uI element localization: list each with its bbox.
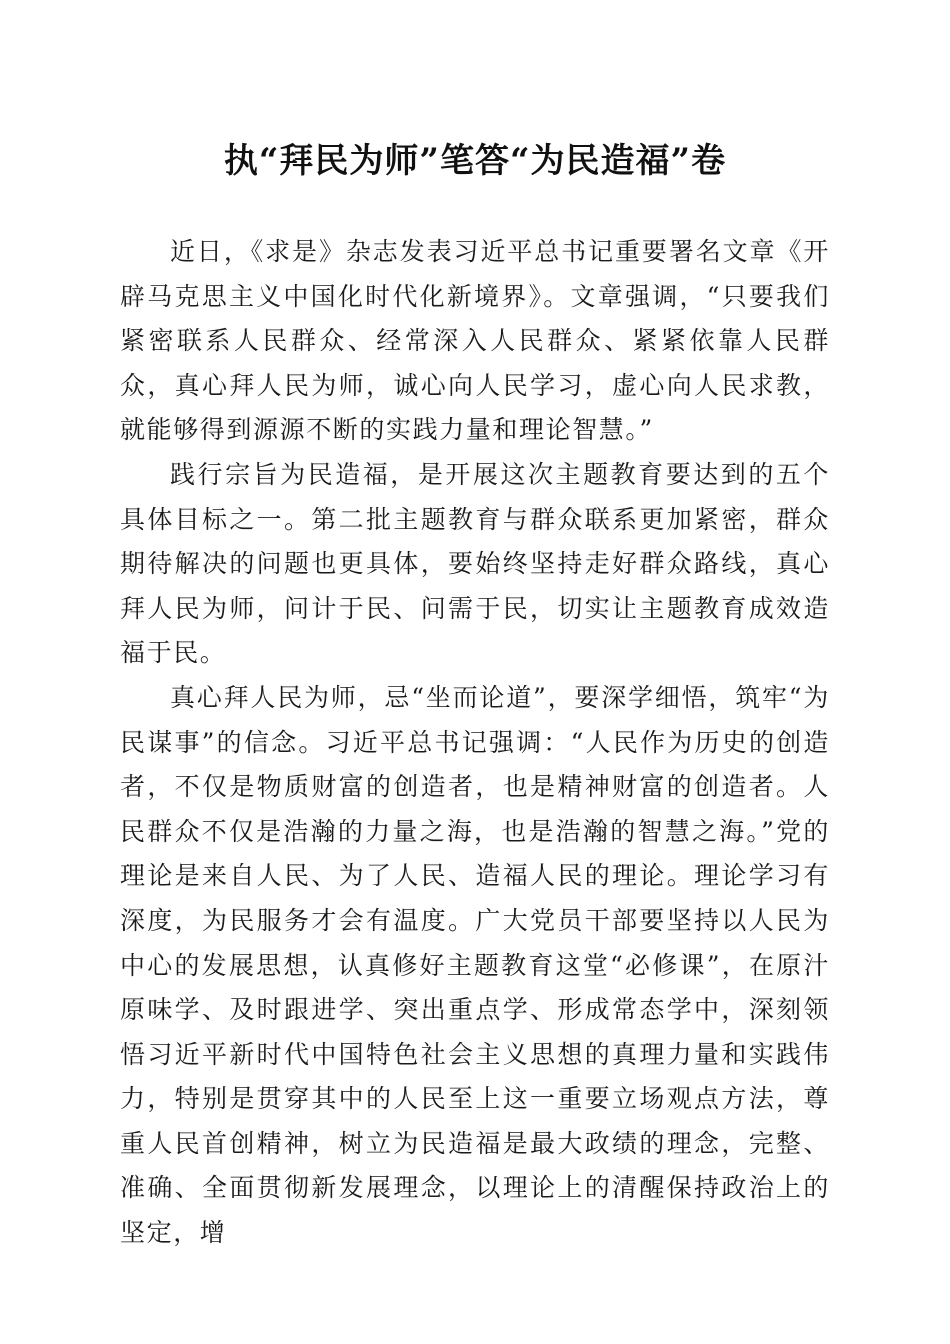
- paragraph: 真心拜人民为师，忌“坐而论道”，要深学细悟，筑牢“为民谋事”的信念。习近平总书记强调：“人民作为历史的创造者，不仅是物质财富的创造者，也是精神财富的创造者。人民群众不仅是浩瀚的力量之海，也是浩瀚的智慧之海。”党的理论是来自人民、为了人民、造福人民的理论。理论学习有深度，为民服务才会有温度。广大党员干部要坚持以人民为中心的发展思想，认真修好主题教育这堂“必修课”，在原汁原味学、及时跟进学、突出重点学、形成常态学中，深刻领悟习近平新时代中国特色社会主义思想的真理力量和实践伟力，特别是贯穿其中的人民至上这一重要立场观点方法，尊重人民首创精神，树立为民造福是最大政绩的理念，完整、准确、全面贯彻新发展理念，以理论上的清醒保持政治上的坚定，增: [120, 682, 830, 1248]
- document-body: [120, 230, 830, 1256]
- paragraph: 践行宗旨为民造福，是开展这次主题教育要达到的五个具体目标之一。第二批主题教育与群众联系更加紧密，群众期待解决的问题也更具体，要始终坚持走好群众路线，真心拜人民为师，问计于民、问需于民，切实让主题教育成效造福于民。: [120, 459, 830, 668]
- document-title: 执“拜民为师”笔答“为民造福”卷: [223, 141, 727, 181]
- paragraph: 近日，《求是》杂志发表习近平总书记重要署名文章《开辟马克思主义中国化时代化新境界》。文章强调，“只要我们紧密联系人民群众、经常深入人民群众、紧紧依靠人民群众，真心拜人民为师，诚心向人民学习，虚心向人民求教，就能够得到源源不断的实践力量和理论智慧。”: [120, 237, 830, 445]
